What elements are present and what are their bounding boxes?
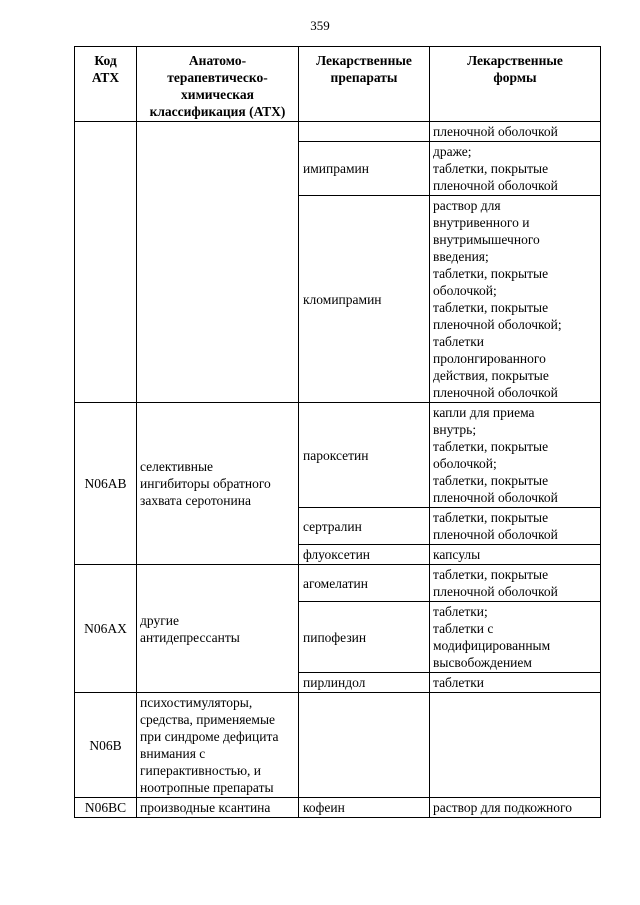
dosage-form-line: капсулы [433,547,481,562]
dosage-form-line: действия, покрытые [433,368,549,383]
atc-drug-table [74,46,601,818]
dosage-form-line: введения; [433,249,489,264]
header-drugs-line: препараты [330,70,398,85]
table-row [75,403,601,508]
dosage-form-line: таблетки, покрытые [433,300,549,315]
dosage-form-line: высвобождением [433,655,532,670]
dosage-form-cell [430,122,601,142]
dosage-form-line: модифицированным [433,638,551,653]
classification-cell [137,122,299,403]
atc-code-cell: N06AB [75,403,137,565]
drug-cell: пирлиндол [299,673,430,693]
dosage-form-line: таблетки, покрытые [433,510,549,525]
classification-line: ингибиторы обратного [140,476,271,491]
dosage-form-line: пленочной оболочкой [433,490,558,505]
header-forms-line: Лекарственные [467,53,563,68]
dosage-form-line: пленочной оболочкой [433,385,558,400]
dosage-form-line: внутрь; [433,422,477,437]
dosage-form-line: пленочной оболочкой; [433,317,562,332]
drug-cell: сертралин [299,508,430,545]
dosage-form-line: пленочной оболочкой [433,178,558,193]
dosage-form-line: таблетки [433,334,485,349]
dosage-form-cell [430,545,601,565]
dosage-form-line: таблетки; [433,604,488,619]
header-code-line: Код [94,53,117,68]
header-classification-line: химическая [181,87,254,102]
classification-line: при синдроме дефицита [140,729,279,744]
classification-line: средства, применяемые [140,712,276,727]
dosage-form-cell [430,403,601,508]
dosage-form-cell [430,142,601,196]
dosage-form-cell [430,693,601,798]
header-forms-line: формы [493,70,537,85]
drug-cell: флуоксетин [299,545,430,565]
table-row [75,565,601,602]
classification-cell [137,403,299,565]
drug-cell [299,693,430,798]
dosage-form-line: драже; [433,144,472,159]
dosage-form-line: оболочкой; [433,456,497,471]
atc-code-cell [75,122,137,403]
dosage-form-line: таблетки с [433,621,494,636]
dosage-form-line: таблетки, покрытые [433,473,549,488]
table-row [75,693,601,798]
dosage-form-cell [430,602,601,673]
table-row [75,122,601,142]
atc-code-cell: N06B [75,693,137,798]
dosage-form-cell [430,565,601,602]
dosage-form-line: внутримышечного [433,232,540,247]
drug-cell: кофеин [299,798,430,818]
table-header-row [75,47,601,122]
dosage-form-line: таблетки, покрытые [433,266,549,281]
header-classification-line: терапевтическо- [167,70,268,85]
dosage-form-line: пленочной оболочкой [433,527,558,542]
dosage-form-line: капли для приема [433,405,535,420]
dosage-form-cell [430,798,601,818]
dosage-form-cell [430,196,601,403]
page-number: 359 [310,18,330,33]
header-drugs-line: Лекарственные [316,53,412,68]
atc-code-cell: N06AX [75,565,137,693]
classification-cell [137,798,299,818]
header-drugs [299,47,430,122]
classification-line: производные ксантина [140,800,271,815]
classification-line: селективные [140,459,214,474]
table-body [75,122,601,818]
classification-line: ноотропные препараты [140,780,274,795]
header-classification-line: классификация (АТХ) [149,104,286,119]
drug-cell: агомелатин [299,565,430,602]
atc-code-cell: N06BC [75,798,137,818]
dosage-form-line: таблетки, покрытые [433,161,549,176]
dosage-form-line: раствор для подкожного [433,800,572,815]
dosage-form-line: пленочной оболочкой [433,124,558,139]
drug-cell: пароксетин [299,403,430,508]
drug-cell: кломипрамин [299,196,430,403]
header-code-line: АТХ [91,70,120,85]
header-classification-line: Анатомо- [188,53,247,68]
header-forms [430,47,601,122]
classification-line: другие [140,612,179,628]
drug-cell [299,122,430,142]
classification-line: захвата серотонина [140,493,251,508]
dosage-form-cell [430,673,601,693]
dosage-form-line: оболочкой; [433,283,497,298]
dosage-form-line: пленочной оболочкой [433,584,558,599]
header-code [75,47,137,122]
dosage-form-line: таблетки [433,675,485,690]
classification-line: гиперактивностью, и [140,763,262,778]
dosage-form-line: таблетки, покрытые [433,439,549,454]
header-classification [137,47,299,122]
dosage-form-line: внутривенного и [433,215,530,230]
drug-cell: имипрамин [299,142,430,196]
dosage-form-line: раствор для [433,198,501,213]
table-row [75,798,601,818]
dosage-form-line: пролонгированного [433,351,546,366]
classification-line: антидепрессанты [140,629,240,645]
classification-line: психостимуляторы, [140,695,253,710]
drug-cell: пипофезин [299,602,430,673]
classification-cell [137,565,299,693]
dosage-form-cell [430,508,601,545]
classification-line: внимания с [140,746,206,761]
dosage-form-line: таблетки, покрытые [433,567,549,582]
classification-cell [137,693,299,798]
